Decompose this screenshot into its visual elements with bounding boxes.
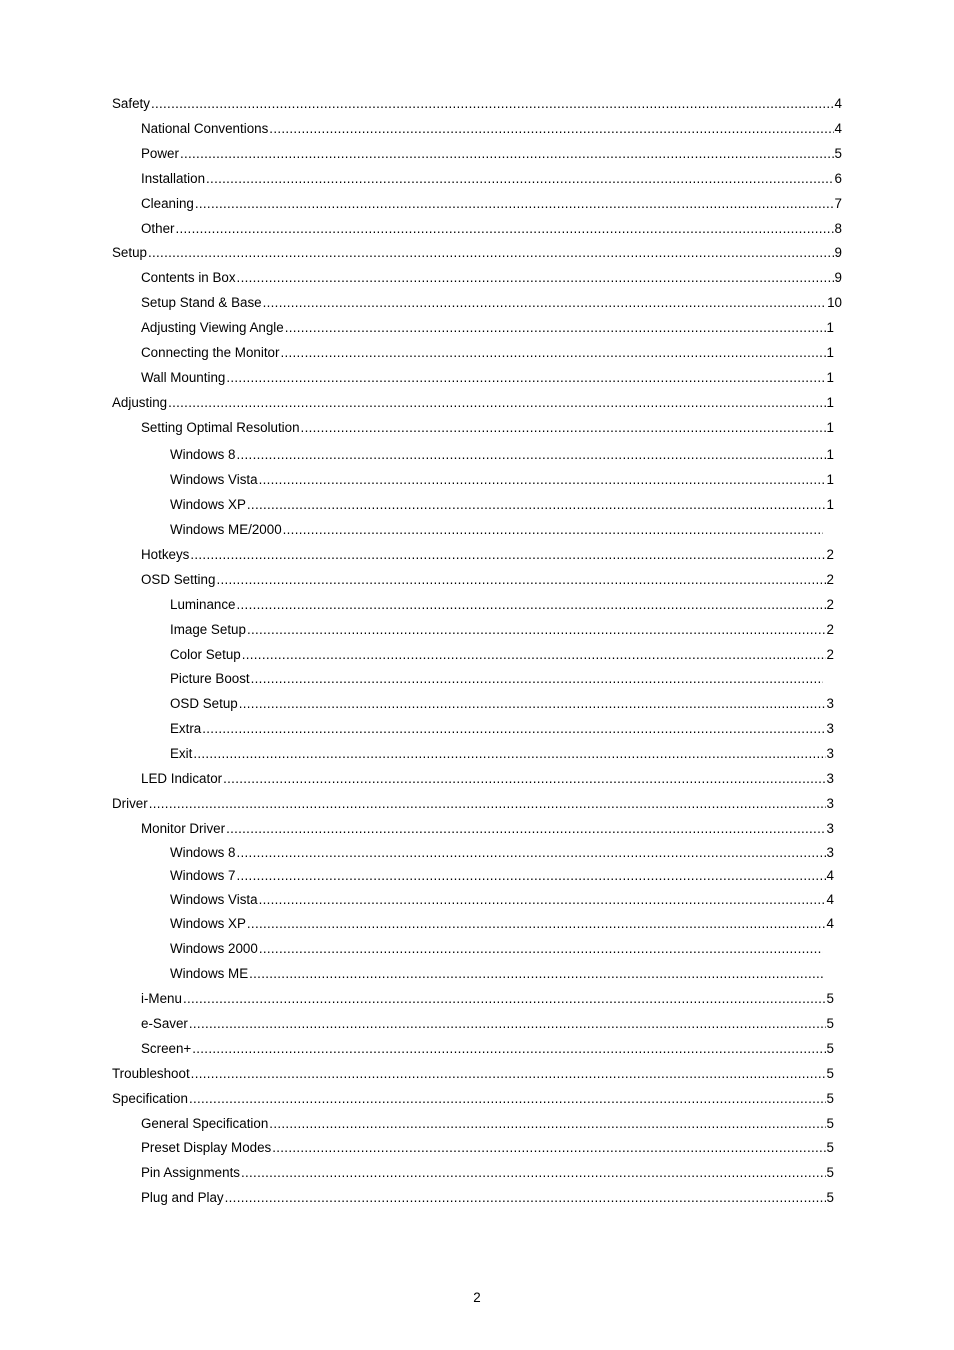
toc-entry-page: 2 [826,572,834,587]
toc-leader-dots [269,1115,825,1133]
toc-leader-dots [263,294,826,312]
toc-entry-setting-optimal-resolution[interactable] [141,419,834,437]
toc-leader-dots [190,546,825,564]
toc-entry-page: 1 [826,395,834,410]
toc-entry-title: OSD Setting [141,572,216,587]
toc-entry-picture-boost[interactable] [170,670,824,688]
toc-entry-page: 1 [826,447,834,462]
toc-entry-title: Picture Boost [170,671,250,686]
toc-entry-page: 5 [826,1140,834,1155]
toc-entry-page: 5 [826,1190,834,1205]
toc-entry-title: Image Setup [170,622,246,637]
toc-entry-title: Windows ME [170,966,249,981]
toc-entry-page: 5 [826,1165,834,1180]
toc-entry-title: Windows 8 [170,845,236,860]
toc-leader-dots [183,990,826,1008]
toc-entry-driver-windows-7[interactable] [170,867,834,885]
toc-entry-title: Windows XP [170,497,246,512]
toc-entry-title: Other [141,221,175,236]
toc-leader-dots [259,940,823,958]
toc-entry-title: Windows ME/2000 [170,522,282,537]
toc-leader-dots [237,269,834,287]
toc-entry-title: Windows 2000 [170,941,258,956]
toc-entry-adjusting[interactable] [112,394,834,412]
toc-entry-osd-setup[interactable] [170,695,834,713]
toc-leader-dots [226,369,825,387]
toc-entry-title: LED Indicator [141,771,223,786]
toc-entry-extra[interactable] [170,720,834,738]
toc-entry-page: 5 [826,1116,834,1131]
toc-entry-driver-windows-8[interactable] [170,844,834,862]
toc-entry-other[interactable] [141,220,842,238]
toc-entry-page: 3 [826,771,834,786]
toc-entry-driver-windows-xp[interactable] [170,915,834,933]
toc-entry-page: 5 [826,991,834,1006]
toc-leader-dots [193,745,825,763]
toc-leader-dots [269,120,833,138]
toc-leader-dots [180,145,834,163]
toc-entry-page: 5 [826,1016,834,1031]
toc-entry-title: National Conventions [141,121,269,136]
toc-entry-safety[interactable] [112,95,842,113]
toc-entry-windows-8[interactable] [170,446,834,464]
toc-leader-dots [301,419,826,437]
toc-leader-dots [242,646,826,664]
toc-entry-page: 5 [826,1091,834,1106]
toc-entry-page: 1 [826,370,834,385]
toc-entry-title: Screen+ [141,1041,192,1056]
toc-leader-dots [149,795,826,813]
toc-entry-page: 5 [826,1066,834,1081]
toc-entry-page: 1 [826,497,834,512]
toc-leader-dots [148,244,834,262]
toc-entry-title: Windows Vista [170,892,258,907]
toc-leader-dots [237,844,826,862]
toc-entry-page: 1 [826,320,834,335]
toc-leader-dots [191,1065,826,1083]
toc-entry-image-setup[interactable] [170,621,834,639]
toc-entry-page: 4 [826,916,834,931]
toc-entry-page: 6 [834,171,842,186]
toc-entry-windows-vista[interactable] [170,471,834,489]
toc-entry-setup-stand-base[interactable] [141,294,842,312]
toc-entry-title: i-Menu [141,991,182,1006]
toc-entry-title: Adjusting Viewing Angle [141,320,284,335]
toc-leader-dots [280,344,825,362]
toc-leader-dots [249,965,823,983]
toc-entry-screen-plus[interactable] [141,1040,834,1058]
toc-leader-dots [247,621,826,639]
toc-entry-page: 7 [834,196,842,211]
toc-leader-dots [151,95,834,113]
toc-entry-title: Connecting the Monitor [141,345,280,360]
toc-leader-dots [195,195,834,213]
toc-entry-power[interactable] [141,145,842,163]
toc-entry-monitor-driver[interactable] [141,820,834,838]
toc-leader-dots [247,915,826,933]
toc-leader-dots [226,820,825,838]
toc-entry-exit[interactable] [170,745,834,763]
toc-leader-dots [206,170,834,188]
toc-entry-driver-windows-me[interactable] [170,965,824,983]
toc-leader-dots [168,394,825,412]
toc-entry-cleaning[interactable] [141,195,842,213]
toc-entry-general-specification[interactable] [141,1115,834,1133]
toc-entry-hotkeys[interactable] [141,546,834,564]
toc-entry-national-conventions[interactable] [141,120,842,138]
toc-entry-adjusting-viewing-angle[interactable] [141,319,834,337]
toc-leader-dots [237,596,826,614]
toc-entry-page: 2 [826,597,834,612]
toc-entry-page: 5 [826,1041,834,1056]
toc-leader-dots [189,1090,826,1108]
toc-entry-title: Plug and Play [141,1190,224,1205]
toc-leader-dots [283,521,823,539]
toc-entry-page: 4 [826,892,834,907]
toc-entry-title: Color Setup [170,647,241,662]
toc-entry-title: Adjusting [112,395,168,410]
toc-entry-wall-mounting[interactable] [141,369,834,387]
toc-leader-dots [241,1164,826,1182]
toc-leader-dots [225,1189,826,1207]
toc-entry-page: 4 [834,96,842,111]
toc-entry-title: Hotkeys [141,547,190,562]
toc-entry-page: 2 [826,622,834,637]
toc-entry-title: Contents in Box [141,270,236,285]
toc-entry-page: 3 [826,696,834,711]
toc-entry-connecting-the-monitor[interactable] [141,344,834,362]
toc-entry-title: Luminance [170,597,236,612]
toc-entry-page: 3 [826,721,834,736]
toc-entry-title: Specification [112,1091,188,1106]
toc-leader-dots [259,891,826,909]
toc-entry-page: 9 [834,270,842,285]
toc-leader-dots [223,770,825,788]
toc-entry-title: Installation [141,171,206,186]
toc-entry-title: Windows 7 [170,868,236,883]
toc-entry-contents-in-box[interactable] [141,269,842,287]
toc-leader-dots [239,695,826,713]
toc-entry-page: 1 [826,472,834,487]
toc-entry-title: OSD Setup [170,696,238,711]
toc-leader-dots [216,571,825,589]
toc-entry-page: 10 [827,295,842,310]
toc-leader-dots [272,1139,825,1157]
toc-entry-title: Power [141,146,179,161]
toc-entry-title: Exit [170,746,193,761]
toc-entry-page: 8 [834,221,842,236]
toc-entry-title: Setup [112,245,147,260]
toc-entry-i-menu[interactable] [141,990,834,1008]
toc-entry-title: Windows Vista [170,472,258,487]
toc-entry-e-saver[interactable] [141,1015,834,1033]
toc-leader-dots [237,867,826,885]
toc-entry-page: 3 [826,821,834,836]
toc-entry-driver-windows-vista[interactable] [170,891,834,909]
toc-entry-installation[interactable] [141,170,842,188]
toc-leader-dots [251,670,823,688]
toc-entry-title: Driver [112,796,148,811]
toc-entry-driver-windows-2000[interactable] [170,940,824,958]
toc-entry-title: Safety [112,96,150,111]
toc-entry-pin-assignments[interactable] [141,1164,834,1182]
toc-entry-plug-and-play[interactable] [141,1189,834,1207]
toc-entry-page: 4 [826,868,834,883]
toc-entry-title: Cleaning [141,196,194,211]
toc-entry-page: 2 [826,547,834,562]
toc-entry-page: 4 [834,121,842,136]
toc-entry-title: Troubleshoot [112,1066,190,1081]
toc-entry-windows-xp[interactable] [170,496,834,514]
toc-leader-dots [259,471,826,489]
toc-entry-title: Extra [170,721,202,736]
toc-entry-led-indicator[interactable] [141,770,834,788]
toc-entry-troubleshoot[interactable] [112,1065,834,1083]
toc-leader-dots [189,1015,826,1033]
toc-entry-page: 3 [826,746,834,761]
toc-entry-page: 3 [826,796,834,811]
toc-entry-page: 2 [826,647,834,662]
toc-entry-title: General Specification [141,1116,269,1131]
toc-entry-page: 3 [826,845,834,860]
toc-leader-dots [202,720,825,738]
toc-entry-driver[interactable] [112,795,834,813]
toc-entry-title: Windows XP [170,916,246,931]
toc-leader-dots [176,220,834,238]
toc-entry-luminance[interactable] [170,596,834,614]
toc-entry-windows-me-2000[interactable] [170,521,824,539]
toc-leader-dots [192,1040,825,1058]
toc-entry-title: Monitor Driver [141,821,226,836]
toc-leader-dots [237,446,826,464]
toc-entry-title: Setup Stand & Base [141,295,262,310]
toc-entry-osd-setting[interactable] [141,571,834,589]
toc-entry-color-setup[interactable] [170,646,834,664]
footer-page-number: 2 [473,1290,481,1305]
toc-entry-preset-display-modes[interactable] [141,1139,834,1157]
toc-entry-page: 9 [834,245,842,260]
toc-entry-title: Setting Optimal Resolution [141,420,300,435]
toc-entry-title: Wall Mounting [141,370,226,385]
toc-leader-dots [285,319,826,337]
toc-entry-title: Windows 8 [170,447,236,462]
toc-entry-title: Preset Display Modes [141,1140,272,1155]
toc-entry-page: 5 [834,146,842,161]
toc-entry-title: e-Saver [141,1016,188,1031]
toc-leader-dots [247,496,826,514]
toc-entry-page: 1 [826,420,834,435]
toc-entry-title: Pin Assignments [141,1165,240,1180]
toc-entry-specification[interactable] [112,1090,834,1108]
toc-entry-setup[interactable] [112,244,842,262]
toc-entry-page: 1 [826,345,834,360]
